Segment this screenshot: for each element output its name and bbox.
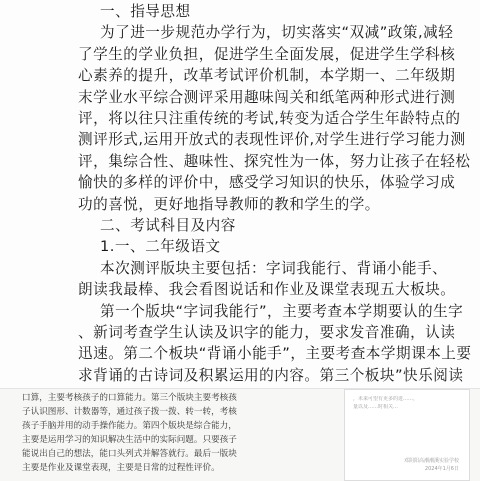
subsection-heading: 1.一、二年级语文 — [100, 238, 221, 256]
lower-section — [0, 388, 480, 481]
paragraph-line: 心素养的提升，改革考试评价机制，本学期一、二年级期 — [78, 67, 456, 85]
paragraph-line: 第一个版块“字词我能行”，主要考查本学期要认的生字 — [100, 302, 464, 320]
paragraph-line: 朗读我最棒、我会看图说话和作业及课堂表现五大板块。 — [78, 281, 456, 299]
lower-text-line: 能说出自己的想法，能口头列式并解答就行。最后一版块 — [22, 449, 237, 459]
card-line: ，未来可望有更多的进……， — [353, 396, 419, 402]
lower-text-line: 口算，主要考核孩子的口算能力。第三个版块主要考核孩 — [22, 393, 237, 403]
lower-text-line: 孩子手脑并用的动手操作能力。第四个版块是综合能力， — [22, 421, 237, 431]
paragraph-line: 愉快的多样的评价中，感受学习知识的快乐，体验学习成 — [78, 174, 456, 192]
section-heading: 二、考试科目及内容 — [100, 217, 236, 234]
card-signature: 邓阴阳高潮潮溪实验学校 — [403, 458, 459, 464]
card-line: 量以及……时相关… — [353, 404, 399, 410]
paragraph-line: 求背诵的古诗词及积累运用的内容。第三个板块”快乐阅读 — [78, 366, 464, 384]
paragraph-line: 、新词考查学生认读及识字的能力，要求发音准确，认读 — [78, 324, 456, 341]
paragraph-line: 末学业水平综合测评采用趣味闯关和纸笔两种形式进行测 — [78, 88, 456, 106]
card-date: 2024年1月6日 — [424, 466, 459, 472]
paragraph-line: 本次测评版块主要包括：字词我能行、背诵小能手、 — [100, 259, 448, 277]
lower-text-line: 主要是运用学习的知识解决生活中的实际问题。只要孩子 — [22, 435, 237, 445]
paragraph-line: 功的喜悦，更好地指导教师的教和学生的学。 — [78, 195, 380, 213]
paragraph-line: 迅速。第二个板块“背诵小能手”，主要考查本学期课本上要 — [78, 345, 472, 363]
paragraph-line: 测评形式,运用开放式的表现性评价,对学生进行学习能力测 — [78, 131, 466, 149]
section-heading: 一、指导思想 — [100, 3, 191, 20]
lower-text-column — [22, 391, 340, 475]
paragraph-line: 评，将以往只注重传统的考试,转变为适合学生年龄特点的 — [78, 110, 461, 127]
lower-text-line: 主要是作业及课堂表现，主要是日常的过程性评价。 — [22, 463, 220, 473]
paragraph-line: 为了进一步规范办学行为，切实落实“双减”政策,减轻 — [100, 24, 454, 42]
paragraph-line: 了学生的学业负担，促进学生全面发展，促进学生学科核 — [78, 45, 456, 63]
paragraph-line: 评，集综合性、趣味性、探究性为一体，努力让孩子在轻松 — [78, 152, 471, 170]
notice-card — [344, 389, 470, 481]
lower-text-line: 子认识图形、计数器等，通过孩子拨一拨、转一转，考核 — [22, 407, 237, 417]
